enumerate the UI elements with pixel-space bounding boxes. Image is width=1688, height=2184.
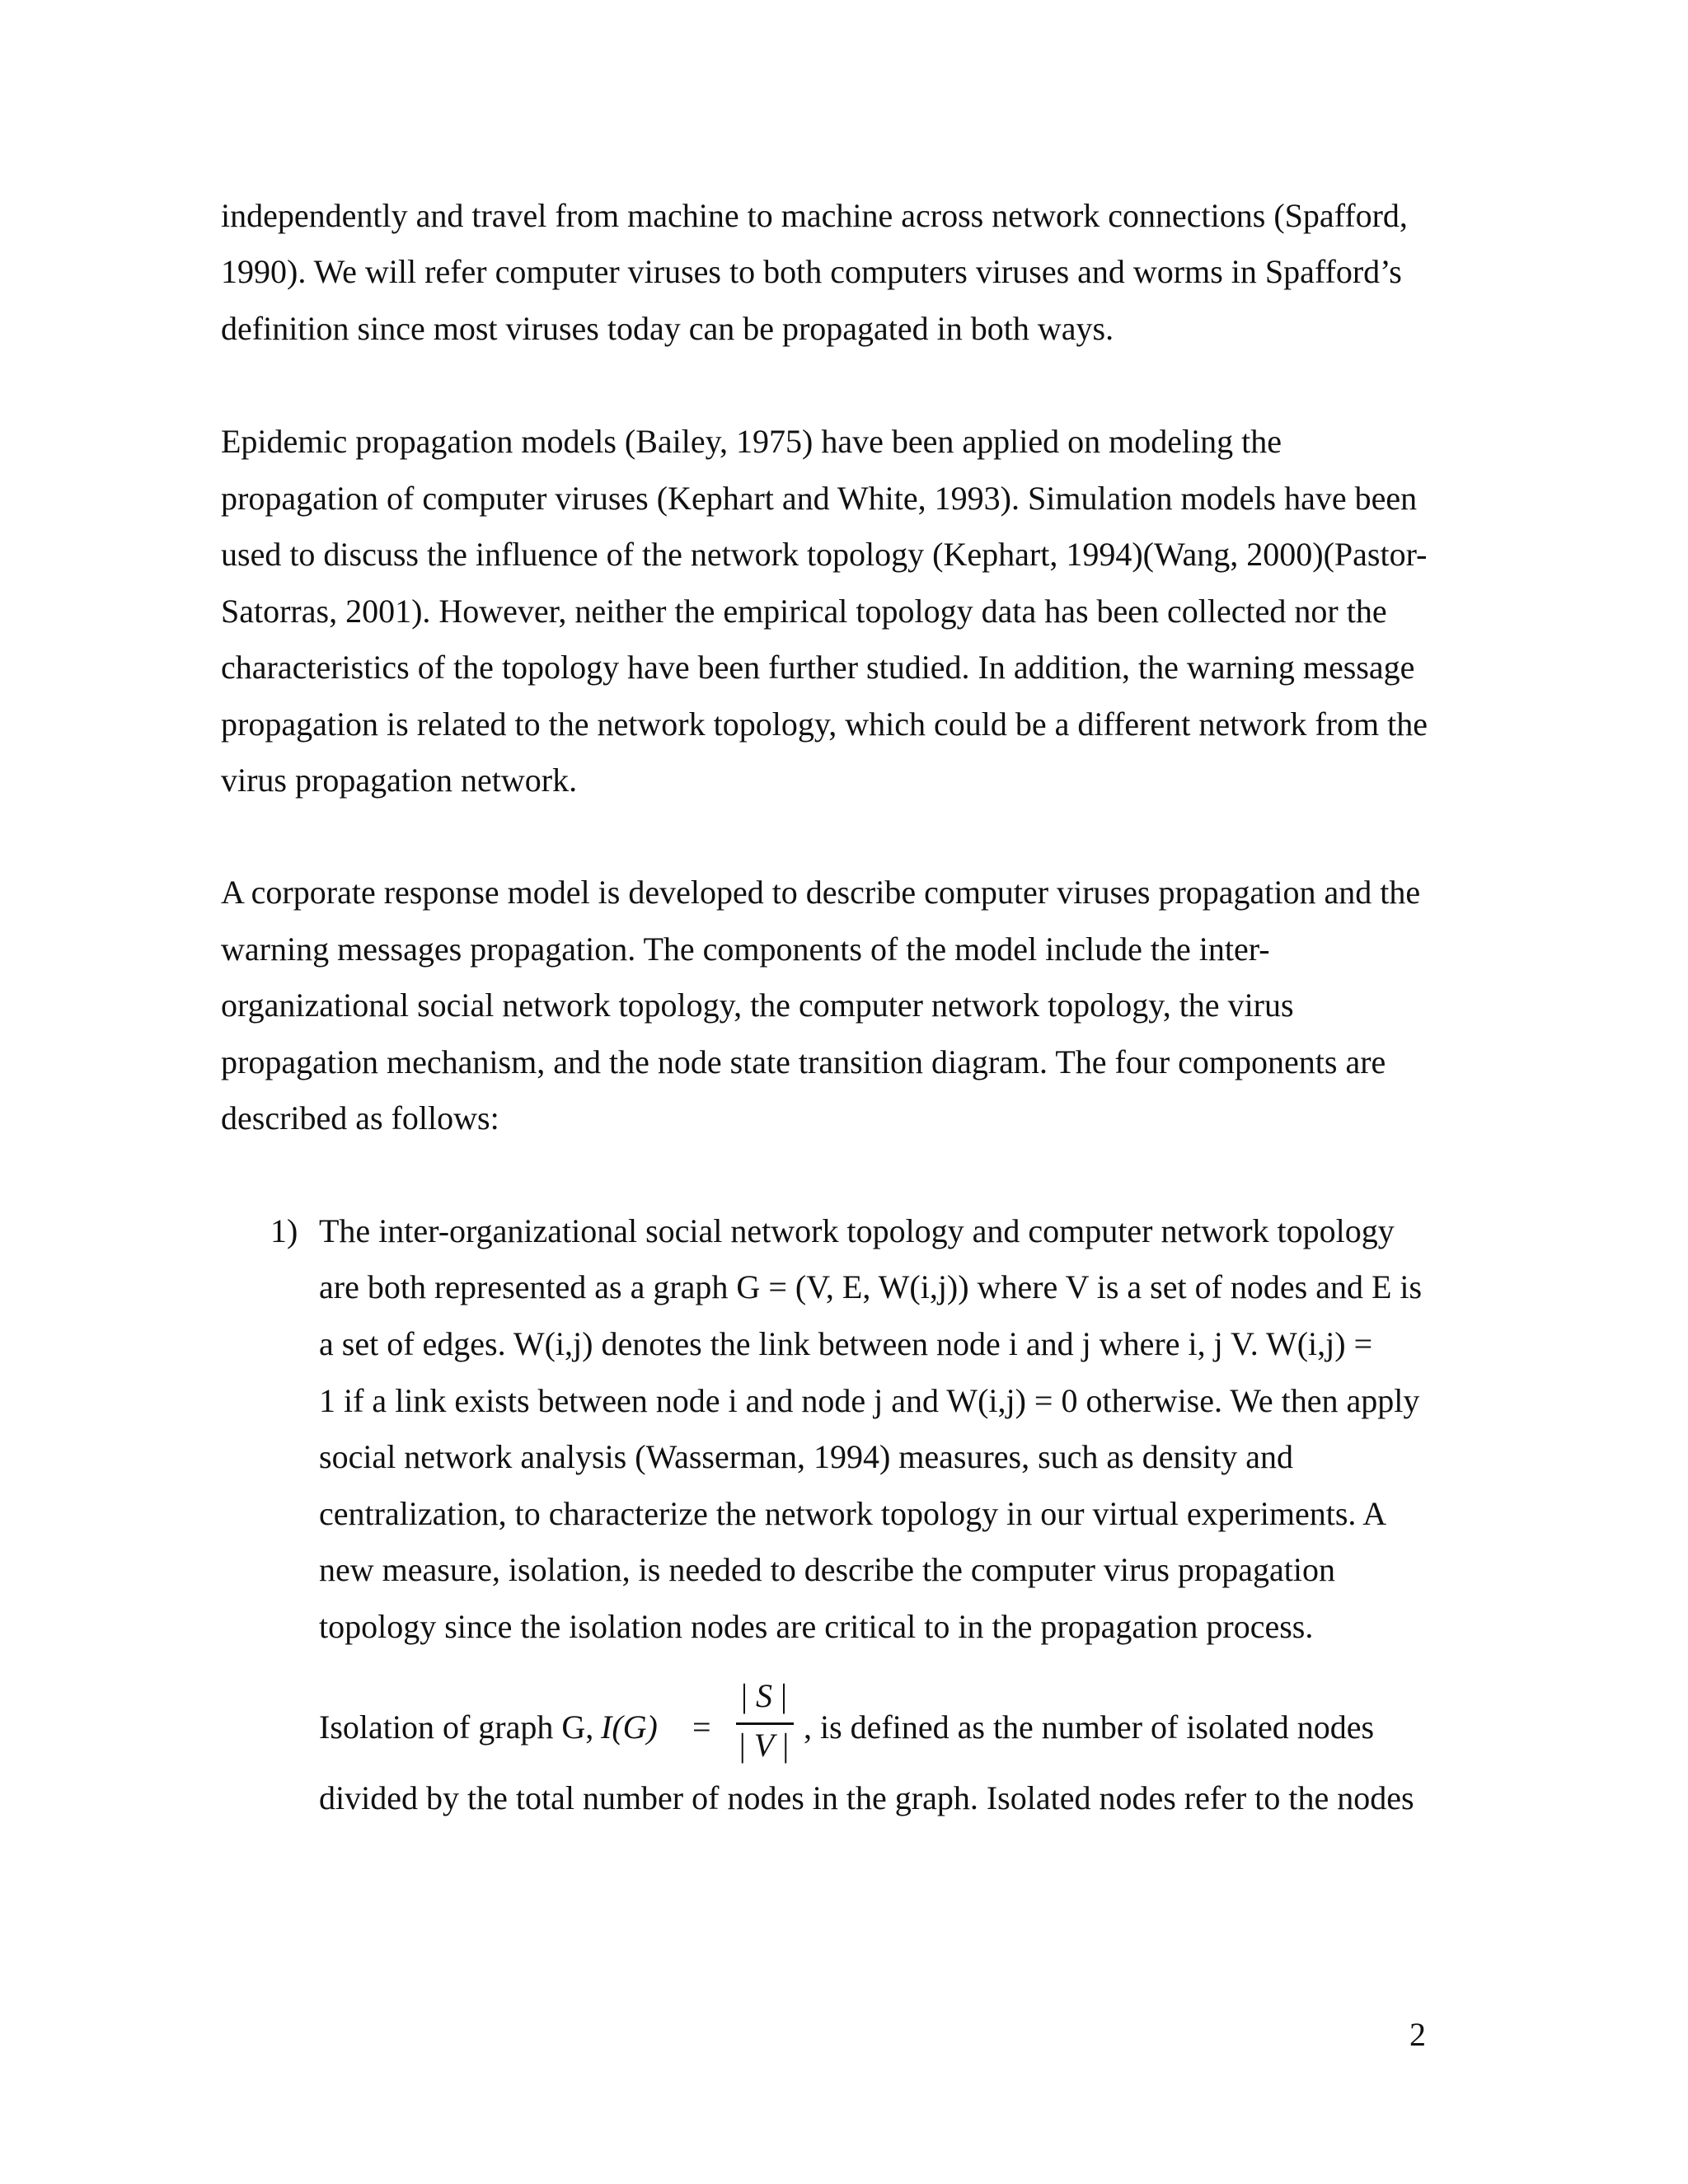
formula-lead-text: Isolation of graph G, xyxy=(319,1708,594,1746)
fraction-denominator: | V | xyxy=(738,1727,790,1764)
text-line: described as follows: xyxy=(221,1099,499,1137)
text-line: organizational social network topology, the computer network topology, the virus xyxy=(221,987,1294,1024)
text-line: topology since the isolation nodes are critical to in the propagation process. xyxy=(319,1608,1314,1645)
list-marker: 1) xyxy=(270,1212,298,1249)
page-number: 2 xyxy=(1409,2016,1426,2053)
formula-equals: = xyxy=(692,1708,711,1746)
text-line: are both represented as a graph G = (V, E, W(i,j)) where V is a set of nodes and E is xyxy=(319,1268,1423,1305)
text-line: 1 if a link exists between node i and node j and W(i,j) = 0 otherwise. We then apply xyxy=(319,1382,1420,1419)
text-line: divided by the total number of nodes in the graph. Isolated nodes refer to the nodes xyxy=(319,1779,1414,1816)
text-line: used to discuss the influence of the network topology (Kephart, 1994)(Wang, 2000)(Pastor- xyxy=(221,536,1428,573)
fraction-bar xyxy=(736,1722,794,1725)
text-line: social network analysis (Wasserman, 1994) measures, such as density and xyxy=(319,1438,1294,1475)
text-line: warning messages propagation. The components of the model include the inter- xyxy=(221,930,1270,968)
text-line: virus propagation network. xyxy=(221,762,578,799)
text-line: Epidemic propagation models (Bailey, 1975) have been applied on modeling the xyxy=(221,423,1282,460)
text-line: characteristics of the topology have been further studied. In addition, the warning message xyxy=(221,649,1415,686)
text-line: propagation is related to the network topology, which could be a different network from the xyxy=(221,705,1428,743)
text-line: definition since most viruses today can be propagated in both ways. xyxy=(221,310,1114,347)
text-line: a set of edges. W(i,j) denotes the link between node i and j where i, j V. W(i,j) = xyxy=(319,1325,1373,1362)
text-line: propagation mechanism, and the node state transition diagram. The four components are xyxy=(221,1043,1386,1080)
text-line: 1990). We will refer computer viruses to both computers viruses and worms in Spafford’s xyxy=(221,253,1402,290)
text-line: propagation of computer viruses (Kephart and White, 1993). Simulation models have been xyxy=(221,480,1418,517)
text-line: A corporate response model is developed to describe computer viruses propagation and the xyxy=(221,874,1421,911)
isolation-fraction xyxy=(731,1673,797,1772)
formula-function: I(G) xyxy=(601,1708,658,1746)
text-line: centralization, to characterize the network topology in our virtual experiments. A xyxy=(319,1495,1387,1532)
text-line: new measure, isolation, is needed to describe the computer virus propagation xyxy=(319,1551,1335,1588)
formula-tail-text: , is defined as the number of isolated nodes xyxy=(804,1708,1375,1746)
fraction-numerator: | S | xyxy=(740,1677,788,1714)
text-line: independently and travel from machine to machine across network connections (Spafford, xyxy=(221,197,1408,234)
text-line: The inter-organizational social network topology and computer network topology xyxy=(319,1212,1395,1249)
text-line: Satorras, 2001). However, neither the empirical topology data has been collected nor the xyxy=(221,593,1387,630)
